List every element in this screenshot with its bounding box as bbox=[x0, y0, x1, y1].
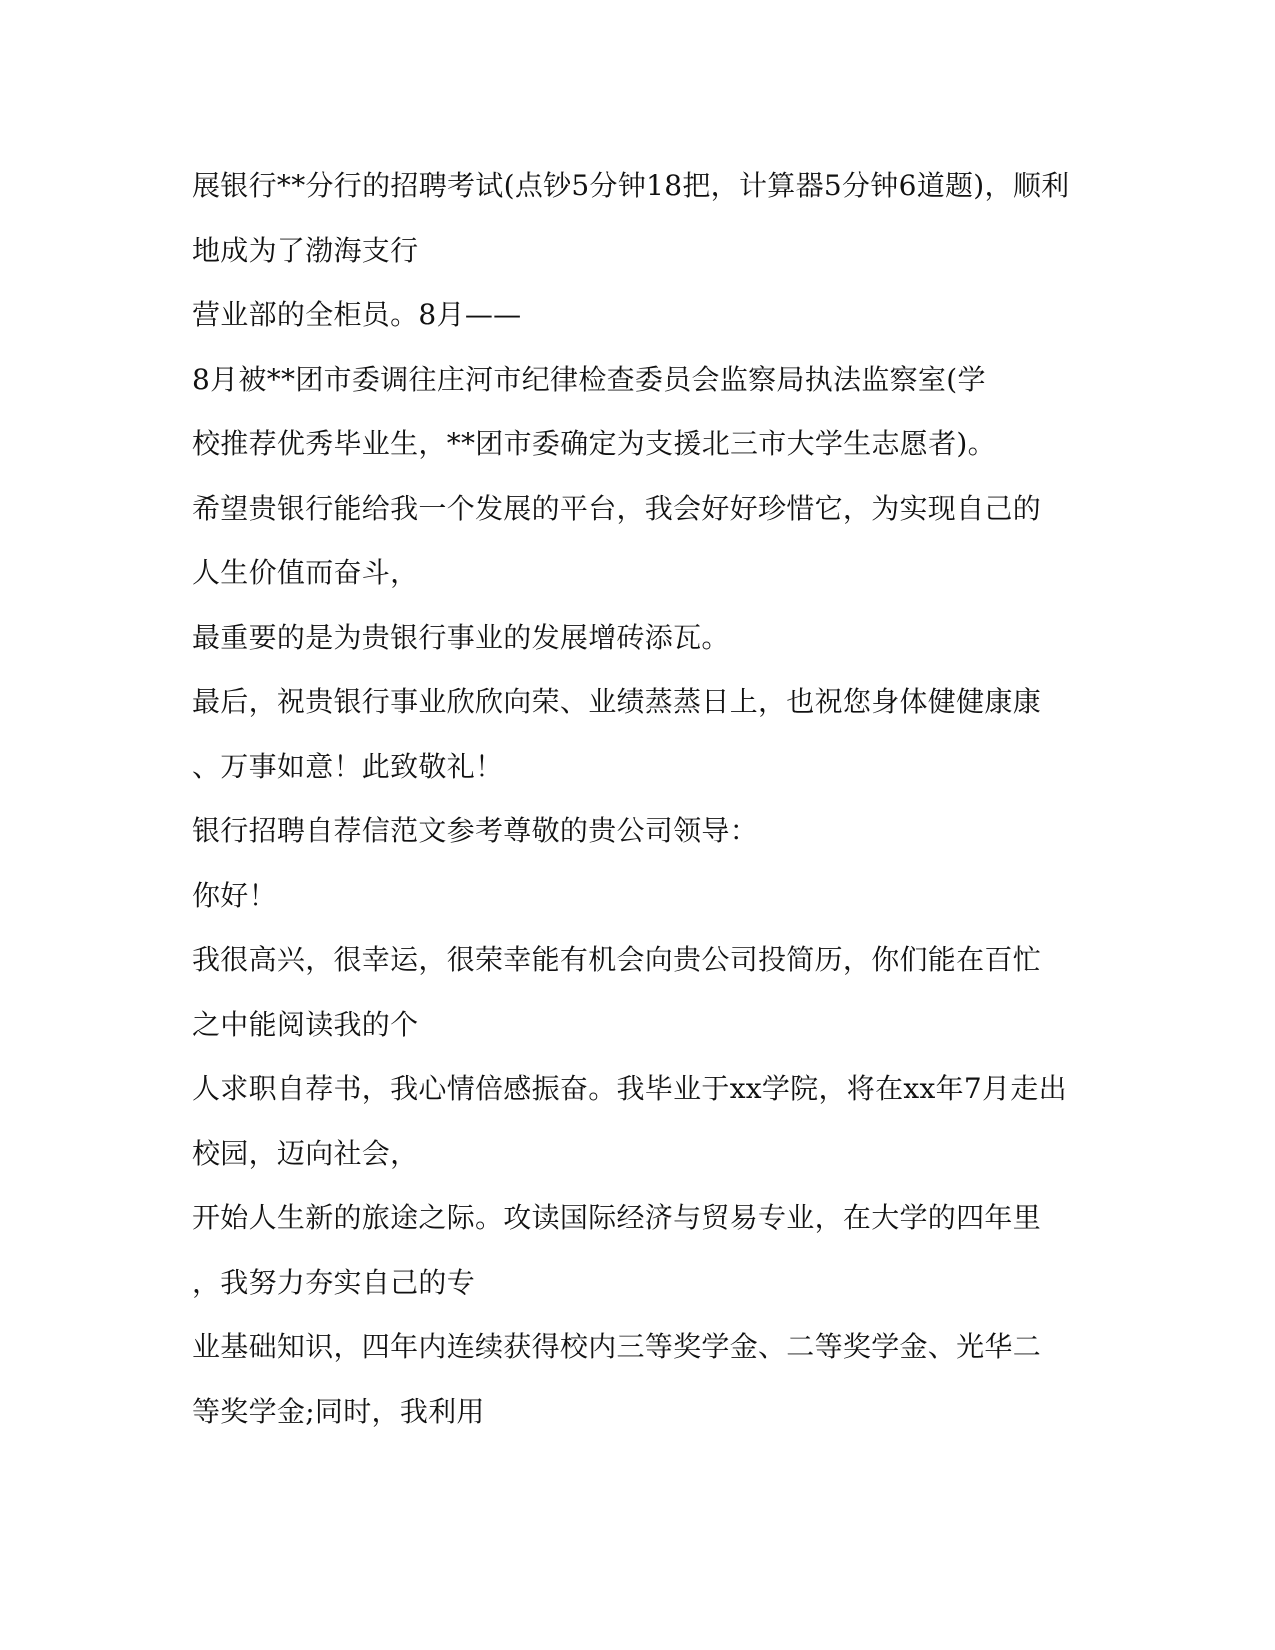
text-line: 人求职自荐书，我心情倍感振奋。我毕业于xx学院，将在xx年7月走出 bbox=[192, 1072, 1067, 1105]
text-line: 校推荐优秀毕业生，**团市委确定为支援北三市大学生志愿者)。 bbox=[192, 427, 996, 460]
text-line: 最重要的是为贵银行事业的发展增砖添瓦。 bbox=[192, 620, 730, 654]
text-line: 之中能阅读我的个 bbox=[192, 1007, 419, 1041]
text-line: 最后，祝贵银行事业欣欣向荣、业绩蒸蒸日上，也祝您身体健健康康 bbox=[192, 685, 1042, 718]
text-line: 开始人生新的旅途之际。攻读国际经济与贸易专业，在大学的四年里 bbox=[192, 1201, 1042, 1234]
text-line: 银行招聘自荐信范文参考尊敬的贵公司领导： bbox=[192, 814, 759, 847]
document-body bbox=[192, 154, 1092, 1444]
text-line: 校园，迈向社会， bbox=[192, 1136, 419, 1170]
text-line: 你好！ bbox=[192, 878, 277, 912]
text-line: 等奖学金;同时，我利用 bbox=[192, 1394, 485, 1428]
text-line: 业基础知识，四年内连续获得校内三等奖学金、二等奖学金、光华二 bbox=[192, 1330, 1042, 1363]
text-line: 地成为了渤海支行 bbox=[192, 233, 419, 267]
text-line: 、万事如意！此致敬礼！ bbox=[192, 749, 504, 783]
text-line: 希望贵银行能给我一个发展的平台，我会好好珍惜它，为实现自己的 bbox=[192, 491, 1042, 525]
text-line: 我很高兴，很幸运，很荣幸能有机会向贵公司投简历，你们能在百忙 bbox=[192, 943, 1042, 976]
text-line: 展银行**分行的招聘考试(点钞5分钟18把，计算器5分钟6道题)，顺利 bbox=[192, 169, 1070, 202]
text-line: ，我努力夯实自己的专 bbox=[192, 1265, 476, 1299]
text-line: 营业部的全柜员。8月—— bbox=[192, 298, 522, 331]
text-line: 8月被**团市委调往庄河市纪律检查委员会监察局执法监察室(学 bbox=[192, 362, 986, 396]
text-line: 人生价值而奋斗， bbox=[192, 556, 419, 589]
